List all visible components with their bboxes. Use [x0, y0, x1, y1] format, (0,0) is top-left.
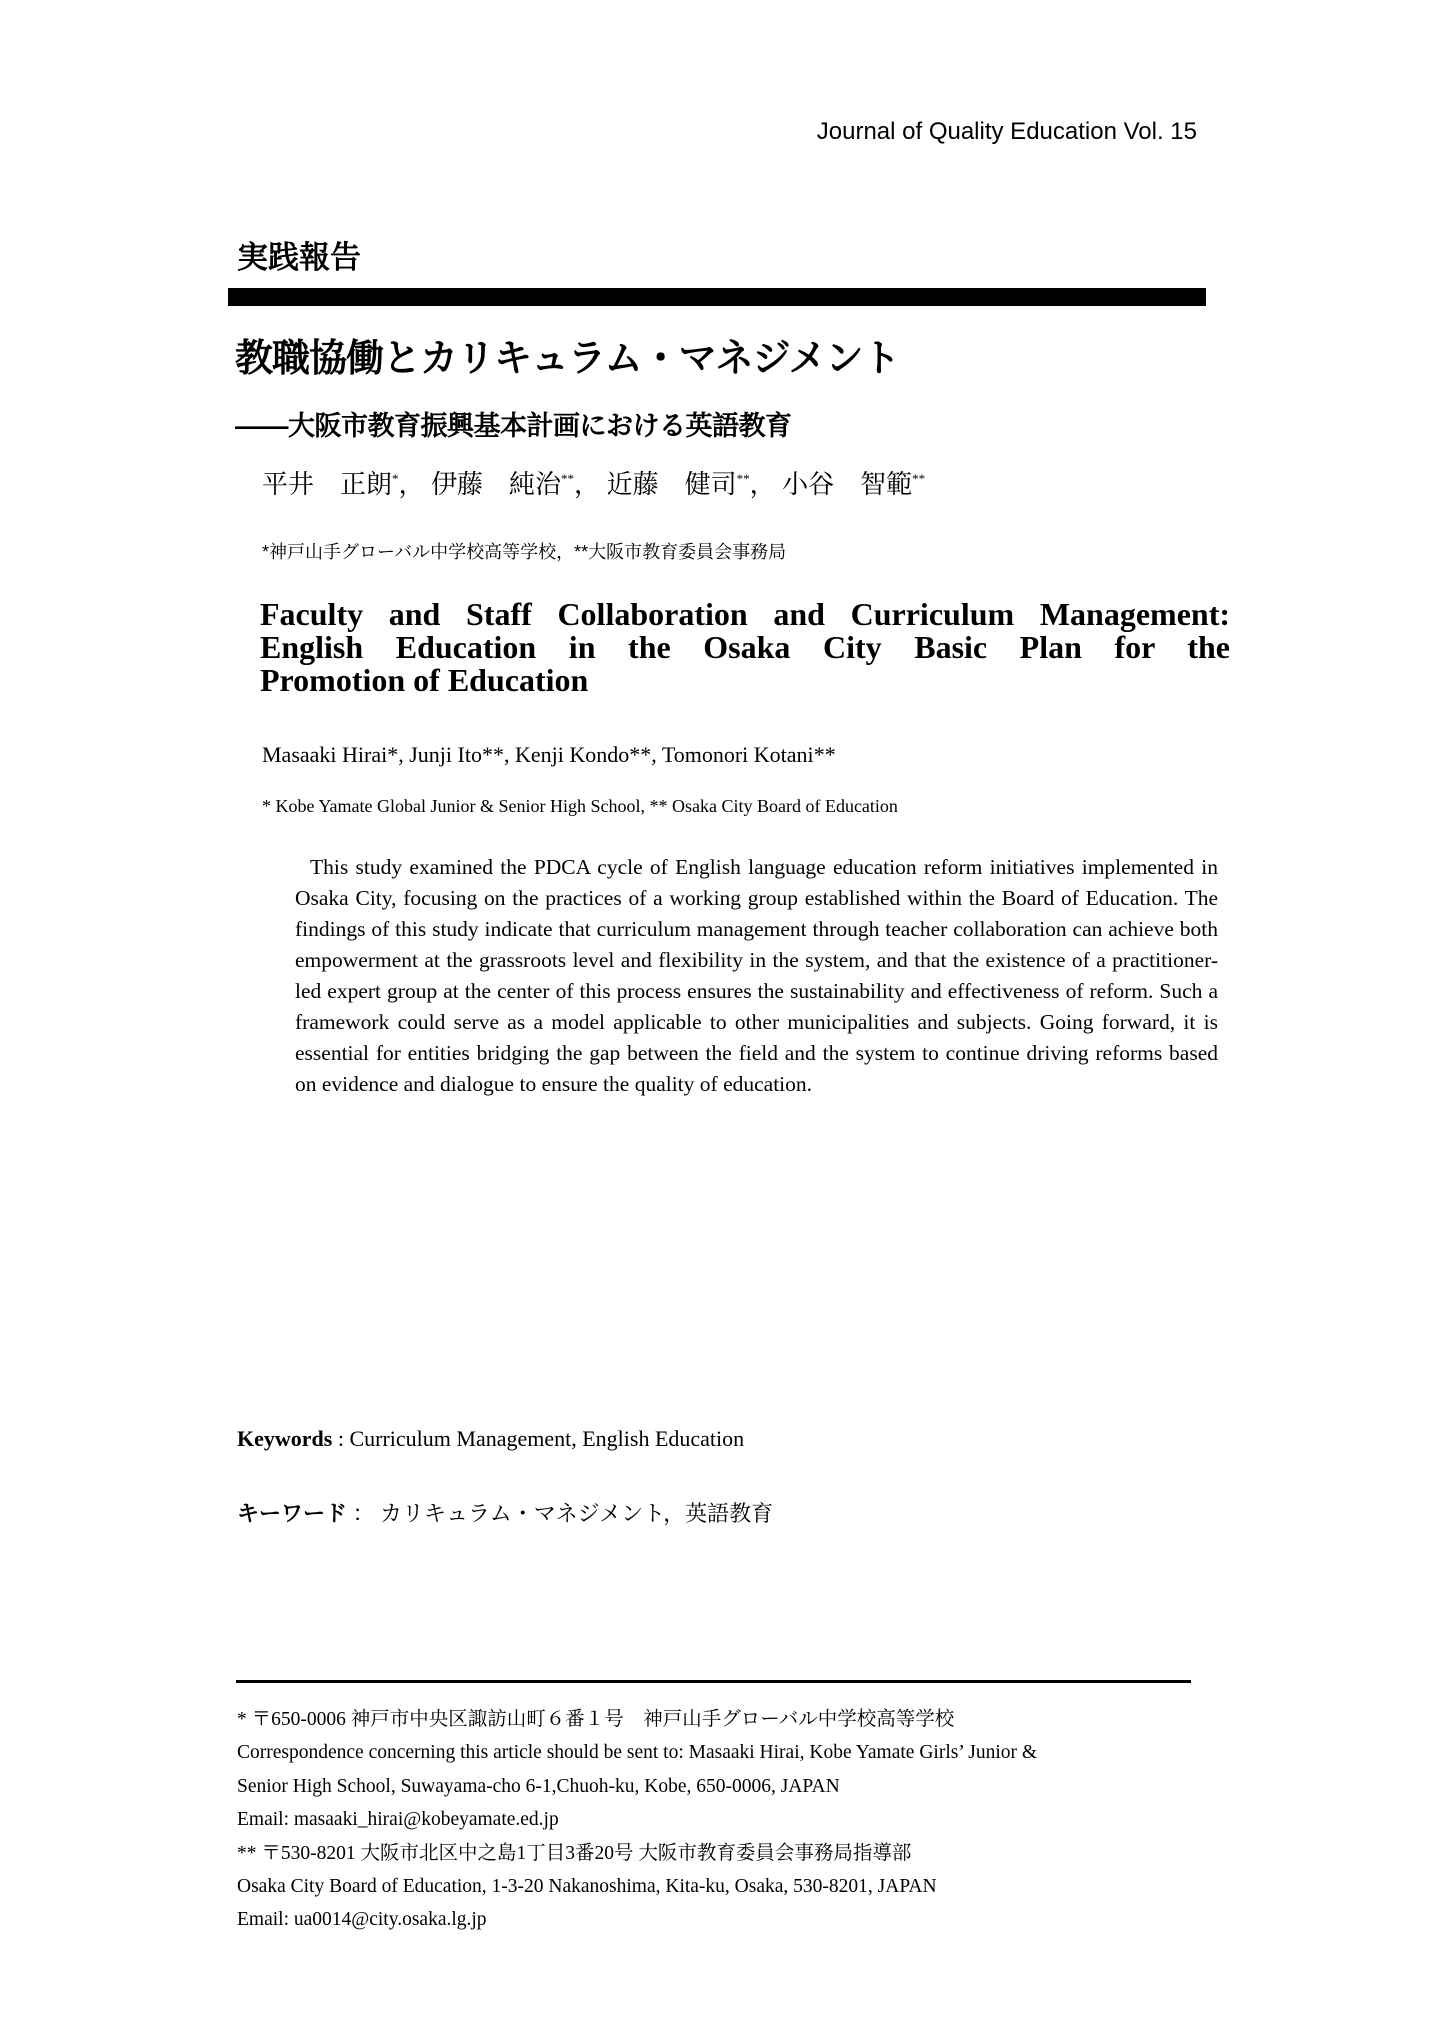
affiliation-mark: **: [736, 471, 750, 486]
author-name: Tomonori Kotani: [661, 742, 814, 767]
author-separator: ，: [749, 470, 776, 499]
author-separator: ,: [503, 742, 515, 767]
author-name: Kenji Kondo: [514, 742, 630, 767]
author-separator: ,: [651, 742, 662, 767]
footnote-address-2: ** 〒530-8201 大阪市北区中之島1丁目3番20号 大阪市教育委員会事務局指導部: [237, 1842, 912, 1864]
japanese-title: 教職協働とカリキュラム・マネジメント: [235, 338, 900, 380]
author-name: 平井 正朗: [262, 470, 393, 499]
affiliation-mark: **: [813, 742, 836, 767]
author-name: Junji Ito: [409, 742, 482, 767]
footnote-correspondence: Correspondence concerning this article should be sent to: Masaaki Hirai, Kobe Yamate Girls’ Junior &: [237, 1742, 1038, 1764]
author-name: 伊藤 純治: [431, 470, 562, 499]
author-separator: ,: [398, 742, 410, 767]
keywords-label: キーワード: [237, 1502, 348, 1527]
japanese-affiliations: *神戸山手グローバル中学校高等学校，**大阪市教育委員会事務局: [262, 542, 787, 562]
keywords-english: [237, 1426, 744, 1452]
affiliation-mark: **: [561, 471, 575, 486]
author-name: 近藤 健司: [606, 470, 737, 499]
english-title-line: Faculty and Staff Collaboration and Curriculum Management:: [260, 596, 1230, 632]
abstract: This study examined the PDCA cycle of English language education reform initiatives implemented in Osaka City, focusing on the practices of a working group established within the Board of Education. The findings of this study indicate that curriculum management through teacher collaboration can achieve both empowerment at the grassroots level and flexibility in the system, and that the existence of a practitioner-led expert group at the center of this process ensures the sustainability and effectiveness of reform. Such a framework could serve as a model applicable to other municipalities and subjects. Going forward, it is essential for entities bridging the gap between the field and the system to continue driving reforms based on evidence and dialogue to ensure the quality of education.: [295, 855, 1218, 1096]
affiliation-mark: **: [481, 742, 504, 767]
title-divider-bar: [228, 288, 1206, 306]
footnote-correspondence-cont: Senior High School, Suwayama-cho 6-1,Chuoh-ku, Kobe, 650-0006, JAPAN: [237, 1775, 840, 1797]
journal-header: Journal of Quality Education Vol. 15: [816, 118, 1197, 145]
footnote-divider: [236, 1680, 1191, 1683]
footnote-email-2[interactable]: Email: ua0014@city.osaka.lg.jp: [237, 1909, 487, 1931]
english-title: [260, 598, 1230, 697]
japanese-subtitle: ――大阪市教育振興基本計画における英語教育: [235, 411, 792, 441]
article-category: 実践報告: [237, 240, 361, 275]
affiliation-mark: *: [392, 471, 399, 486]
keywords-value: カリキュラム・マネジメント，英語教育: [380, 1501, 774, 1526]
footnotes: [237, 1703, 1037, 1937]
english-affiliations: * Kobe Yamate Global Junior & Senior High School, ** Osaka City Board of Education: [262, 796, 898, 816]
author-separator: ，: [574, 470, 601, 499]
author-separator: ，: [398, 470, 425, 499]
affiliation-mark: **: [912, 471, 926, 486]
english-authors: [262, 742, 836, 768]
english-title-line: Promotion of Education: [260, 662, 589, 698]
author-name: Masaaki Hirai: [262, 742, 388, 767]
keywords-value: Curriculum Management, English Education: [349, 1426, 745, 1451]
keywords-label: Keywords: [237, 1426, 333, 1451]
affiliation-mark: *: [387, 742, 399, 767]
footnote-email-1[interactable]: Email: masaaki_hirai@kobeyamate.ed.jp: [237, 1809, 559, 1831]
keywords-separator: ：: [347, 1501, 381, 1526]
author-name: 小谷 智範: [782, 470, 913, 499]
keywords-japanese: [237, 1497, 773, 1528]
keywords-separator: :: [332, 1426, 350, 1451]
japanese-authors: [262, 464, 925, 501]
english-title-line: English Education in the Osaka City Basic Plan for the: [260, 629, 1230, 665]
footnote-board-address: Osaka City Board of Education, 1-3-20 Nakanoshima, Kita-ku, Osaka, 530-8201, JAPAN: [237, 1876, 937, 1898]
footnote-address-1: * 〒650-0006 神戸市中央区諏訪山町６番１号 神戸山手グローバル中学校高等学校: [237, 1709, 955, 1730]
affiliation-mark: **: [629, 742, 652, 767]
